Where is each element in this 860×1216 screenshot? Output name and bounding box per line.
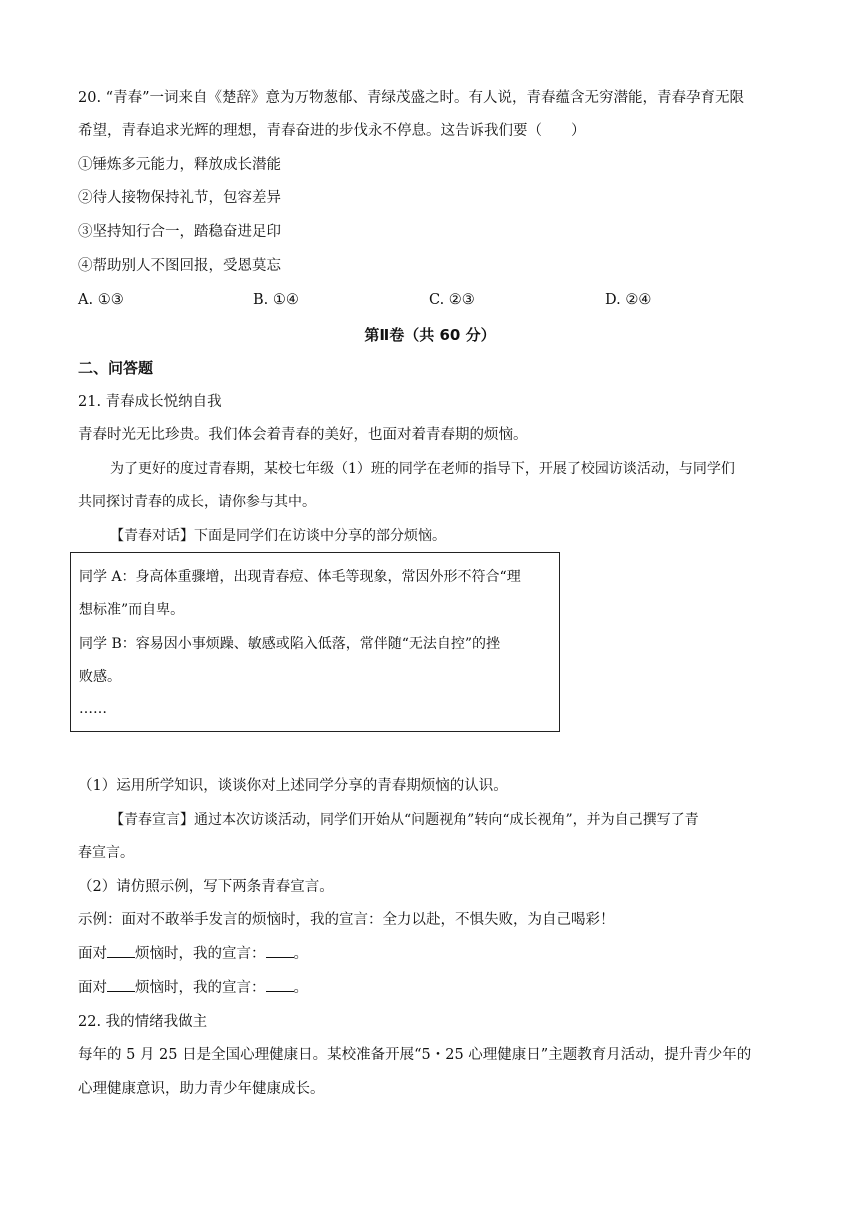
q21-sub-question-2: （2）请仿照示例，写下两条青春宣言。 — [78, 879, 334, 895]
q21-title: 21. 青春成长悦纳自我 — [78, 394, 222, 410]
q20-stem-line-2: 希望，青春追求光辉的理想，青春奋进的步伐永不停息。这告诉我们要（ ） — [78, 123, 586, 139]
dialog-heading: 【青春对话】下面是同学们在访谈中分享的部分烦恼。 — [110, 528, 446, 544]
dialog-line-5: …… — [79, 701, 107, 717]
dialog-line-4: 败感。 — [79, 669, 121, 685]
dialog-line-2: 想标准”而自卑。 — [79, 602, 185, 618]
blank-field[interactable] — [266, 978, 294, 992]
blank-field[interactable] — [107, 978, 135, 992]
part-heading: 二、问答题 — [78, 359, 154, 377]
q21-intro: 青春时光无比珍贵。我们体会着青春的美好，也面对着青春期的烦恼。 — [78, 427, 528, 443]
q22-line-2: 心理健康意识，助力青少年健康成长。 — [78, 1081, 325, 1097]
q20-item-2: ②待人接物保持礼节，包容差异 — [78, 190, 281, 206]
dialog-line-1: 同学 A：身高体重骤增，出现青春痘、体毛等现象，常因外形不符合“理 — [79, 569, 521, 585]
q20-option-a: A. ①③ — [78, 292, 124, 308]
fill-prefix: 面对 — [78, 946, 107, 962]
blank-field[interactable] — [266, 944, 294, 958]
q22-title: 22. 我的情绪我做主 — [78, 1014, 208, 1030]
fill-prefix: 面对 — [78, 980, 107, 996]
q21-sub-question-1: （1）运用所学知识，谈谈你对上述同学分享的青春期烦恼的认识。 — [78, 778, 508, 794]
fill-line-2 — [78, 978, 308, 998]
dialog-box — [70, 552, 560, 732]
fill-middle: 烦恼时，我的宣言： — [135, 980, 266, 996]
fill-middle: 烦恼时，我的宣言： — [135, 946, 266, 962]
q20-option-b: B. ①④ — [253, 292, 299, 308]
q20-option-c: C. ②③ — [429, 292, 475, 308]
q21-paragraph-line-1: 为了更好的度过青春期，某校七年级（1）班的同学在老师的指导下，开展了校园访谈活动，与同学们 — [110, 461, 735, 477]
fill-end: 。 — [293, 980, 308, 996]
section-title: 第Ⅱ卷（共 60 分） — [364, 326, 496, 344]
q20-option-d: D. ②④ — [605, 292, 652, 308]
q20-stem-line-1: 20. “青春”一词来自《楚辞》意为万物葱郁、青绿茂盛之时。有人说，青春蕴含无穷潜能，青春孕育无限 — [78, 90, 744, 106]
q20-item-3: ③坚持知行合一，踏稳奋进足印 — [78, 224, 281, 240]
q22-line-1: 每年的 5 月 25 日是全国心理健康日。某校准备开展“5・25 心理健康日”主题教育月活动，提升青少年的 — [78, 1047, 752, 1063]
q20-item-4: ④帮助别人不图回报，受恩莫忘 — [78, 258, 281, 274]
declaration-line-2: 春宣言。 — [78, 845, 134, 861]
declaration-line-1: 【青春宣言】通过本次访谈活动，同学们开始从“问题视角”转向“成长视角”，并为自己撰写了青 — [110, 812, 699, 828]
dialog-line-3: 同学 B：容易因小事烦躁、敏感或陷入低落，常伴随“无法自控”的挫 — [79, 636, 501, 652]
example-line: 示例：面对不敢举手发言的烦恼时，我的宣言：全力以赴，不惧失败，为自己喝彩！ — [78, 912, 615, 928]
q20-item-1: ①锤炼多元能力，释放成长潜能 — [78, 157, 281, 173]
blank-field[interactable] — [107, 944, 135, 958]
fill-line-1 — [78, 944, 308, 964]
fill-end: 。 — [293, 946, 308, 962]
q21-paragraph-line-2: 共同探讨青春的成长，请你参与其中。 — [78, 494, 316, 510]
